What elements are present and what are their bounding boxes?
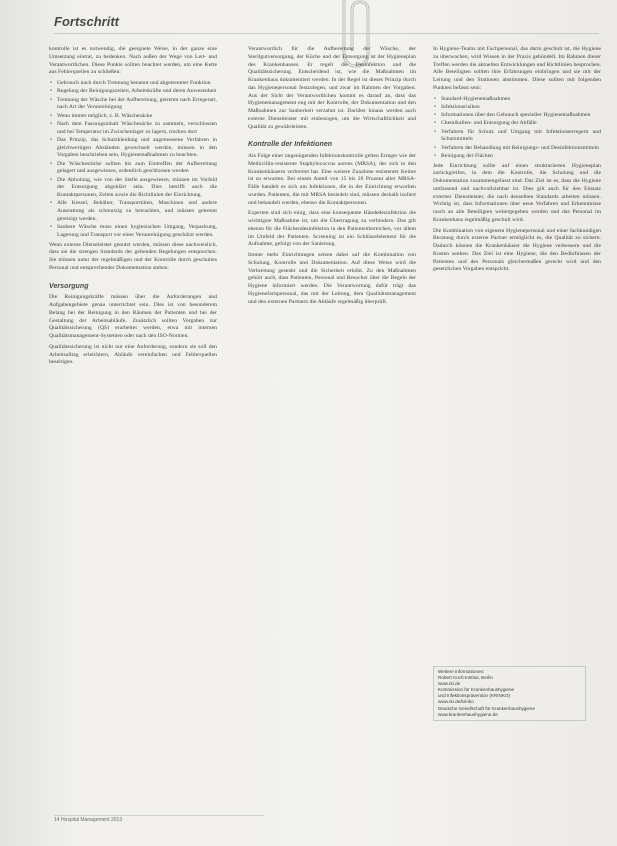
list-item: • Die Abholung, wie von der Stelle ausgewiesen, müssen im Vorfeld der Entsorgung abgeklärt sein. Dies betrifft auch die Kontaktpersonen, Zeiten sowie die Richtlinien der Einrichtung. (49, 177, 217, 200)
info-box-link[interactable]: www.krankenhaushygiene.de (438, 711, 498, 717)
header-rule (54, 33, 599, 34)
list-item: • Verfahren der Behandlung mit Reinigungs- und Desinfektionsmitteln (433, 145, 601, 153)
list-item: • Das Prinzip, das Schutzkleidung und angemessene Verfahren in gleichwertigen Abständen gewechselt werden, müssen in den Vorgaben beschrieben sein, Hygienemaßnahmen zu beachten. (49, 137, 217, 160)
info-box-line: und Infektionsprävention (KRINKO) (438, 693, 511, 699)
col2-kontrolle-3: Immer mehr Einrichtungen setzen dabei auf die Kombination von Schulung, Kontrolle und Dokumentation. Auf diese Weise wird die Verbreitung gesenkt und die Sicherheit erhöht. Zu den Maßnahmen gehört auch, dass Patienten, Personal und Besucher über die Regeln der Hygiene informiert werden. Die Verantwortung dafür trägt das Hygienefachpersonal, das mit der Leitung, dem Qualitätsmanagement und den externen Partnern die Abläufe regelmäßig überprüft. (248, 252, 416, 305)
list-item: • Wenn immer möglich, z. B. Wäschesäcke (49, 113, 217, 121)
info-box-line: Weitere Informationen: (438, 669, 485, 674)
list-item: • Die Wäschestücke sollten bis zum Eintreffen der Aufbereitung gelagert und ausgewiesen, ordentlich geschlossen werden (49, 161, 217, 177)
info-box-line: Deutsche Gesellschaft für Krankenhaushygiene (438, 705, 536, 711)
info-box-line: Kommission für Krankenhaushygiene (438, 687, 515, 693)
section-heading-kontrolle: Kontrolle der Infektionen (248, 141, 333, 149)
list-item: • Nach dem Fassungsinhalt Wäschesäcke zu sammeln, verschlossen und bei Temperatur im Zwischenlager so lagern, trocken dort (49, 121, 217, 137)
list-item: • Regelung der Reinigungszeiten, Arbeitskräfte und deren Anwesenheit (49, 88, 217, 96)
info-box-link[interactable]: www.rki.de/krinko (438, 699, 474, 705)
section-heading-versorgung: Versorgung (49, 282, 89, 290)
col3-intro: In Hygiene-Teams mit Fachpersonal, das darin geschult ist, die Hygiene zu überwachen, wird Wissen in der Praxis gebündelt. Im Rahmen dieser Treffen werden die aktuellen Entwicklungen und Richtlinien besprochen. Alle Beteiligten sollten ihre Erfahrungen einbringen und sie mit der Leitung und den Stationen abstimmen. Diese sollten mit folgenden Punkten befasst sein: (433, 46, 601, 91)
col2-kontrolle-1: Als Folge einer ungenügenden Infektionskontrolle gelten Erreger wie der Methicillin-resistente Staphylococcus aureus (MRSA), der sich in den Krankenhäusern verbreitet hat. Eine weitere Zunahme resistenter Keime ist zu erwarten. Bei einem Anteil von 15 bis 20 Prozent aller MRSA-Fälle handelt es sich um Infektionen, die in der Einrichtung erworben wurden. Patienten, die mit MRSA besiedelt sind, müssen deshalb isoliert und behandelt werden, ebenso die Kontaktpersonen. (248, 153, 416, 206)
info-box-link[interactable]: www.rki.de (438, 681, 461, 687)
list-item: • Verfahren für Schutz und Umgang mit Infektionserregern und Schutzmitteln (433, 129, 601, 145)
col1-bullet-list (49, 80, 217, 240)
col3-bullet-list (433, 96, 601, 161)
col2-kontrolle-2: Experten sind sich einig, dass eine konsequente Händedesinfektion die wichtigste Maßnahme ist, um die Übertragung zu verhindern. Das gilt ebenso für die Flächendesinfektion in den Patientenbereichen, vor allem im Umfeld der Patienten. Screening ist ein Schlüsselelement für die Aufnahme, gefolgt von der Sanierung. (248, 210, 416, 248)
list-item: • Standard-Hygienemaßnahmen (433, 96, 601, 104)
list-item: • Saubere Wäsche muss einen hygienischen Umgang, Verpackung, Lagerung und Transport vor einer Verunreinigung geschützt werden. (49, 224, 217, 240)
col3-body-2: Die Kombination von eigenem Hygienepersonal und einer fachkundigen Beratung durch externe Partner ermöglicht es, die Qualität zu sichern. Dadurch können die Krankenhäuser die Hygiene verbessern und die Kosten senken. Das Ziel ist eine Hygiene, die den Bedürfnissen der Patienten und des Personals gleichermaßen gerecht wird und den gesetzlichen Vorgaben entspricht. (433, 227, 601, 273)
col1-intro: kontrolle ist es notwendig, die geeignete Weise, in der ganze eine Umsetzung eintrat, zu bedenken. Nach außen der Wege von Leit- und Verantwortlichen. Diese Punkte sollten beachtet werden, um eine Kette aus Fehlerquellen zu schließen: (49, 46, 217, 76)
col1-closing: Wenn externe Dienstleister genutzt werden, müssen diese nachweislich, dass sie die strengen Standards der geltenden Regelungen entsprechen. Sie müssen unter der regelmäßigen und der Kontrolle durch geschultes Personal und entsprechender Dokumentation stehen. (49, 241, 217, 271)
list-item: • Reinigung der Flächen (433, 153, 601, 161)
info-box-line: Robert Koch-Institut, Berlin (438, 675, 493, 681)
list-item: • Alle Kessel, Behälter, Transporttüten, Maschinen und andere Ausstattung als schmutzig zu betrachten, und müssen getrennt gereinigt werden. (49, 200, 217, 223)
list-item: • Gebrauch nach durch Trennung benannt und abgetrennter Funktion (49, 80, 217, 88)
list-item: • Infektionsrisiken (433, 104, 601, 112)
col1-versorgung-1: Die Reinigungskräfte müssen über die Anforderungen und Aufgabengebiete genau unterrichtet sein. Dies ist von besonderem Belang bei der Reinigung in den Räumen der Patienten und bei der Gestaltung der Arbeitsabläufe. Zusätzlich sollten Vorgaben zur Qualitätssicherung (QS) erarbeitet werden, etwa mit internen Qualitätsmanagement-Systemen oder nach den ISO-Normen. (49, 294, 217, 339)
footer-rule (54, 815, 264, 816)
info-box (433, 666, 586, 721)
list-item: • Chemikalien- und Entsorgung der Abfälle (433, 120, 601, 128)
column-2 (248, 46, 416, 309)
list-item: • Informationen über den Gebrauch spezieller Hygienemaßnahmen (433, 112, 601, 120)
col3-body-1: Jede Einrichtung sollte auf einen strukturierten Hygieneplan zurückgreifen, in dem die Kontrolle, die Schulung und die Dokumentation zusammengefasst sind. Das Ziel ist es, dass die Hygiene umfassend und nachvollziehbar ist. Dies gilt auch für den Einsatz externer Dienstleister, die nach denselben Standards arbeiten müssen. Wichtig ist, dass Informationen über neue Verfahren und Erkenntnisse rasch an alle Beteiligten weitergegeben werden und das Personal im Krankenhaus regelmäßig geschult wird. (433, 162, 601, 223)
page-footer: 14 Hospital Management 2013 (54, 817, 123, 823)
column-1 (49, 46, 217, 370)
col2-paragraph: Verantwortlich für die Aufbereitung der Wäsche, der Sterilgutversorgung, der Küche und der Entsorgung ist der Hygieneplan des Krankenhauses. Er regelt die Desinfektion und die Qualitätssicherung. Entscheidend ist, wie die Maßnahmen im Krankenhaus dokumentiert werden. In der Regel ist dieses Prinzip durch das Hygienepersonal festzulegen, und zwar im Rahmen der Vorgaben. Aus der Sicht der Verantwortlichen kommt es darauf an, dass das Hygienemanagement eng mit der Kontrolle, der Dokumentation und den Maßnahmen zur Sauberkeit verzahnt ist. Darüber hinaus werden auch externe Dienstleister mit einbezogen, um die Wirtschaftlichkeit und Qualität zu gewährleisten. (248, 46, 416, 130)
section-header: Fortschritt (54, 14, 119, 29)
col1-versorgung-2: Qualitätssicherung ist nicht nur eine Anforderung, sondern sie soll den Arbeitsalltag erleichtern, Abläufe vereinfachen und Fehlerquellen beseitigen. (49, 343, 217, 366)
list-item: • Trennung der Wäsche bei der Aufbereitung, getrennt nach Erregerart, nach Art der Verunreinigung (49, 97, 217, 113)
column-3 (433, 46, 601, 277)
